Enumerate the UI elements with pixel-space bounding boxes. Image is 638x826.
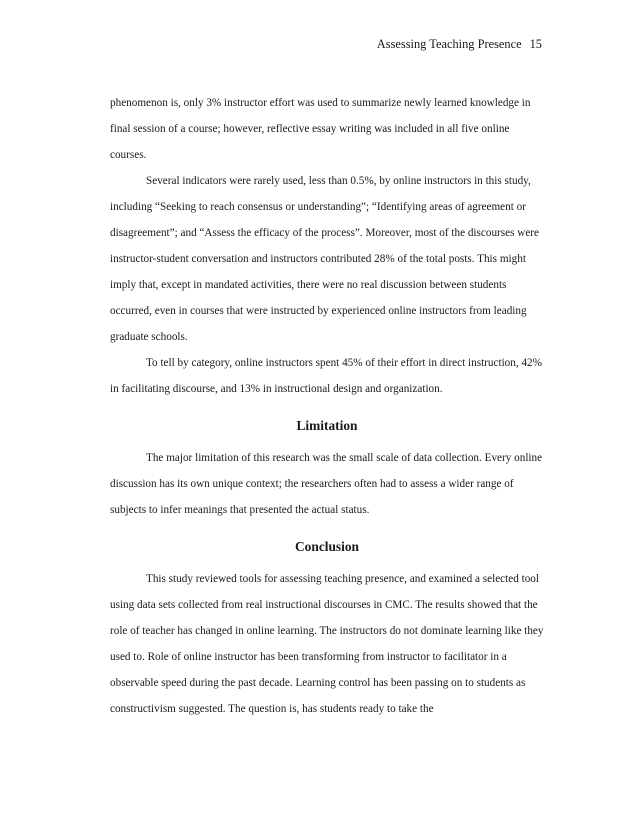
paragraph-category-effort: To tell by category, online instructors spent 45% of their effort in direct instruction, 42% in facilitating discourse, and 13% in instructional design and organization.: [110, 357, 542, 395]
section-heading-limitation: Limitation: [296, 418, 358, 433]
paragraph-limitation: The major limitation of this research was the small scale of data collection. Every online discussion has its own unique context; the researchers often had to assess a wider range of subjects to infer meanings that presented the actual status.: [110, 452, 543, 516]
page-number: 15: [529, 37, 542, 51]
paragraph-rare-indicators: Several indicators were rarely used, less than 0.5%, by online instructors in this study, including “Seeking to reach consensus or understanding”; “Identifying areas of agreement or disagreement”; and “Assess the efficacy of the process”. Moreover, most of the discourses were instructor-student conversation and instructors contributed 28% of the total posts. This might imply that, except in mandated activities, there were no real discussion between students occurred, even in courses that were instructed by experienced online instructors from leading graduate schools.: [110, 175, 539, 343]
running-head-title: Assessing Teaching Presence: [376, 37, 522, 51]
section-heading-conclusion: Conclusion: [295, 539, 359, 554]
paragraph-conclusion: This study reviewed tools for assessing teaching presence, and examined a selected tool using data sets collected from real instructional discourses in CMC. The results showed that the role of teacher has changed in online learning. The instructors do not dominate learning like they used to. Role of online instructor has been transforming from instructor to facilitator in a observable speed during the past decade. Learning control has been passing on to students as constructivism suggested. The question is, has students ready to take the: [110, 573, 544, 715]
body-text: [110, 90, 544, 722]
running-head: [377, 37, 542, 52]
paragraph-continued: phenomenon is, only 3% instructor effort was used to summarize newly learned knowledge in final session of a course; however, reflective essay writing was included in all five online courses.: [110, 97, 531, 161]
